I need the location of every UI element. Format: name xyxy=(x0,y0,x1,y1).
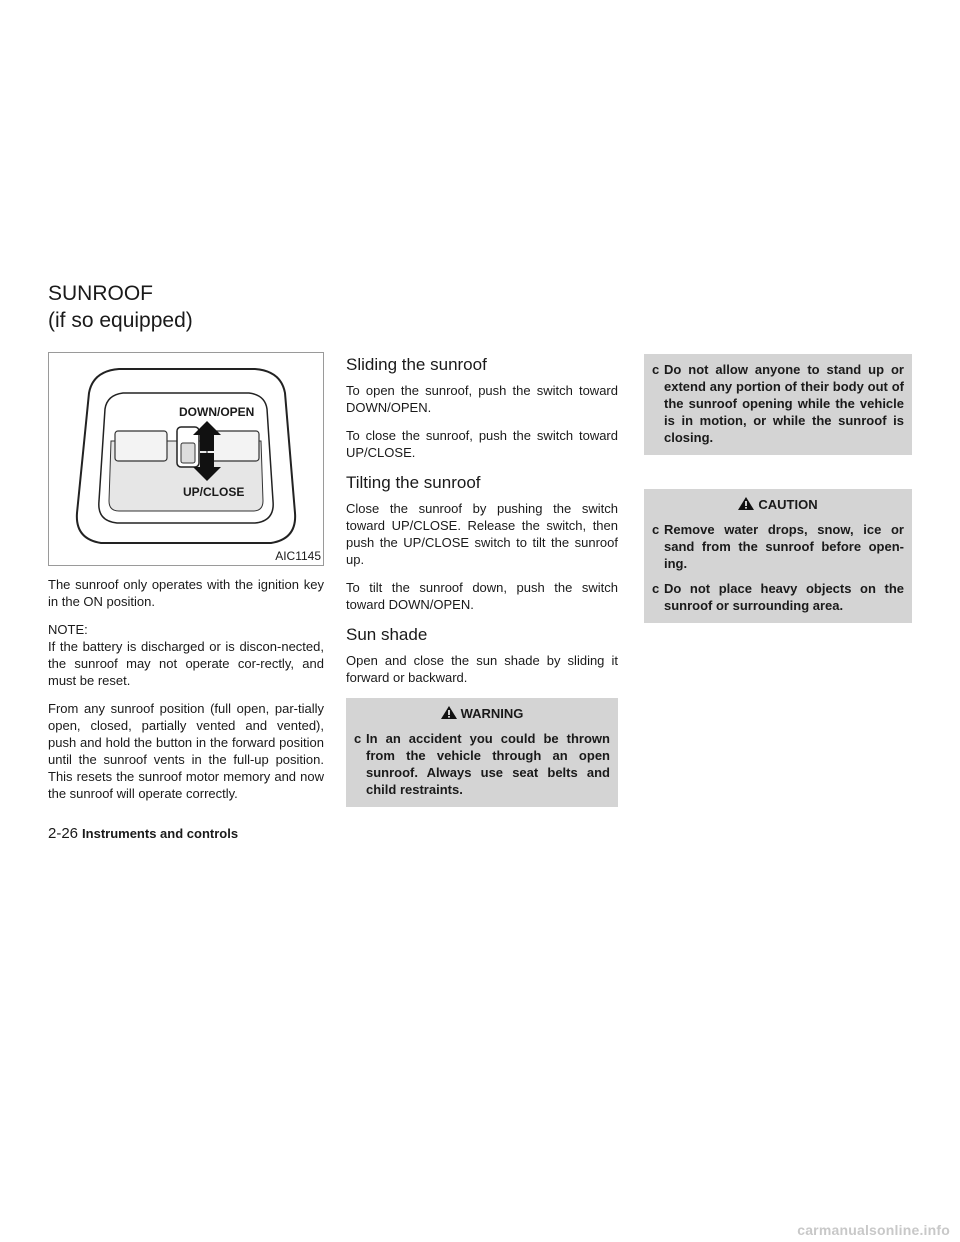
warning-triangle-icon xyxy=(441,706,457,719)
column-2 xyxy=(346,354,618,807)
figure-code: AIC1145 xyxy=(275,549,321,563)
page-number: 2-26 xyxy=(48,825,79,842)
caution-item xyxy=(652,580,904,614)
figure-label-up-close: UP/CLOSE xyxy=(183,485,245,499)
sun-shade-paragraph: Open and close the sun shade by sliding it forward or backward. xyxy=(346,653,618,685)
warning-title: WARNING xyxy=(460,706,524,721)
caution-title: CAUTION xyxy=(758,497,818,512)
ignition-paragraph: The sunroof only operates with the ignition key in the ON position. xyxy=(48,577,324,609)
caution-header xyxy=(652,496,904,513)
note-label: NOTE: xyxy=(48,622,88,637)
caution-item-text: Remove water drops, snow, ice or sand from the sunroof before open-ing. xyxy=(664,522,904,571)
watermark: carmanualsonline.info xyxy=(797,1222,950,1238)
section-name: Instruments and controls xyxy=(82,826,239,841)
bullet-glyph: c xyxy=(652,581,660,596)
sunroof-switch-figure xyxy=(48,352,324,566)
sunroof-switch-illustration xyxy=(49,353,323,565)
sun-shade-heading: Sun shade xyxy=(346,625,428,644)
caution-item xyxy=(652,521,904,572)
bullet-glyph: c xyxy=(652,362,660,377)
tilting-heading: Tilting the sunroof xyxy=(346,473,481,492)
tilting-up-paragraph: Close the sunroof by pushing the switch toward UP/CLOSE. Release the switch, then push the UP/CLOSE switch to tilt the sunroof up. xyxy=(346,501,618,567)
warning-box xyxy=(346,698,618,807)
note-text: If the battery is discharged or is discon-nected, the sunroof may not operate cor-rectly, and must be reset. xyxy=(48,639,324,688)
warning-item xyxy=(652,361,904,446)
sliding-close-paragraph: To close the sunroof, push the switch toward UP/CLOSE. xyxy=(346,428,618,460)
section-title-line2: (if so equipped) xyxy=(48,309,193,332)
figure-label-down-open: DOWN/OPEN xyxy=(179,405,255,419)
section-title xyxy=(48,280,193,334)
bullet-glyph: c xyxy=(652,522,660,537)
caution-triangle-icon xyxy=(738,497,754,510)
caution-item-text: Do not place heavy objects on the sunroof or surrounding area. xyxy=(664,581,904,613)
section-title-line1: SUNROOF xyxy=(48,282,153,305)
tilting-down-paragraph: To tilt the sunroof down, push the switch toward DOWN/OPEN. xyxy=(346,580,618,612)
page-footer xyxy=(48,824,238,844)
column-3 xyxy=(644,354,912,623)
note-paragraph xyxy=(48,621,324,689)
sliding-heading: Sliding the sunroof xyxy=(346,355,487,374)
caution-box xyxy=(644,489,912,623)
bullet-glyph: c xyxy=(354,731,362,746)
warning-header xyxy=(354,705,610,722)
sliding-open-paragraph: To open the sunroof, push the switch toward DOWN/OPEN. xyxy=(346,383,618,415)
warning-box-continued xyxy=(644,354,912,455)
column-1 xyxy=(48,576,324,813)
warning-item xyxy=(354,730,610,798)
warning-item-text: Do not allow anyone to stand up or extend any portion of their body out of the sunroof opening while the vehicle is in motion, or while the sunroof is closing. xyxy=(664,362,904,445)
warning-item-text: In an accident you could be thrown from the vehicle through an open sunroof. Always use seat belts and child restraints. xyxy=(366,731,610,797)
reset-paragraph: From any sunroof position (full open, par-tially open, closed, partially vented and vented), push and hold the button in the forward position until the sunroof vents in the full-up position. This resets the sunroof motor memory and now the sunroof will operate correctly. xyxy=(48,701,324,801)
